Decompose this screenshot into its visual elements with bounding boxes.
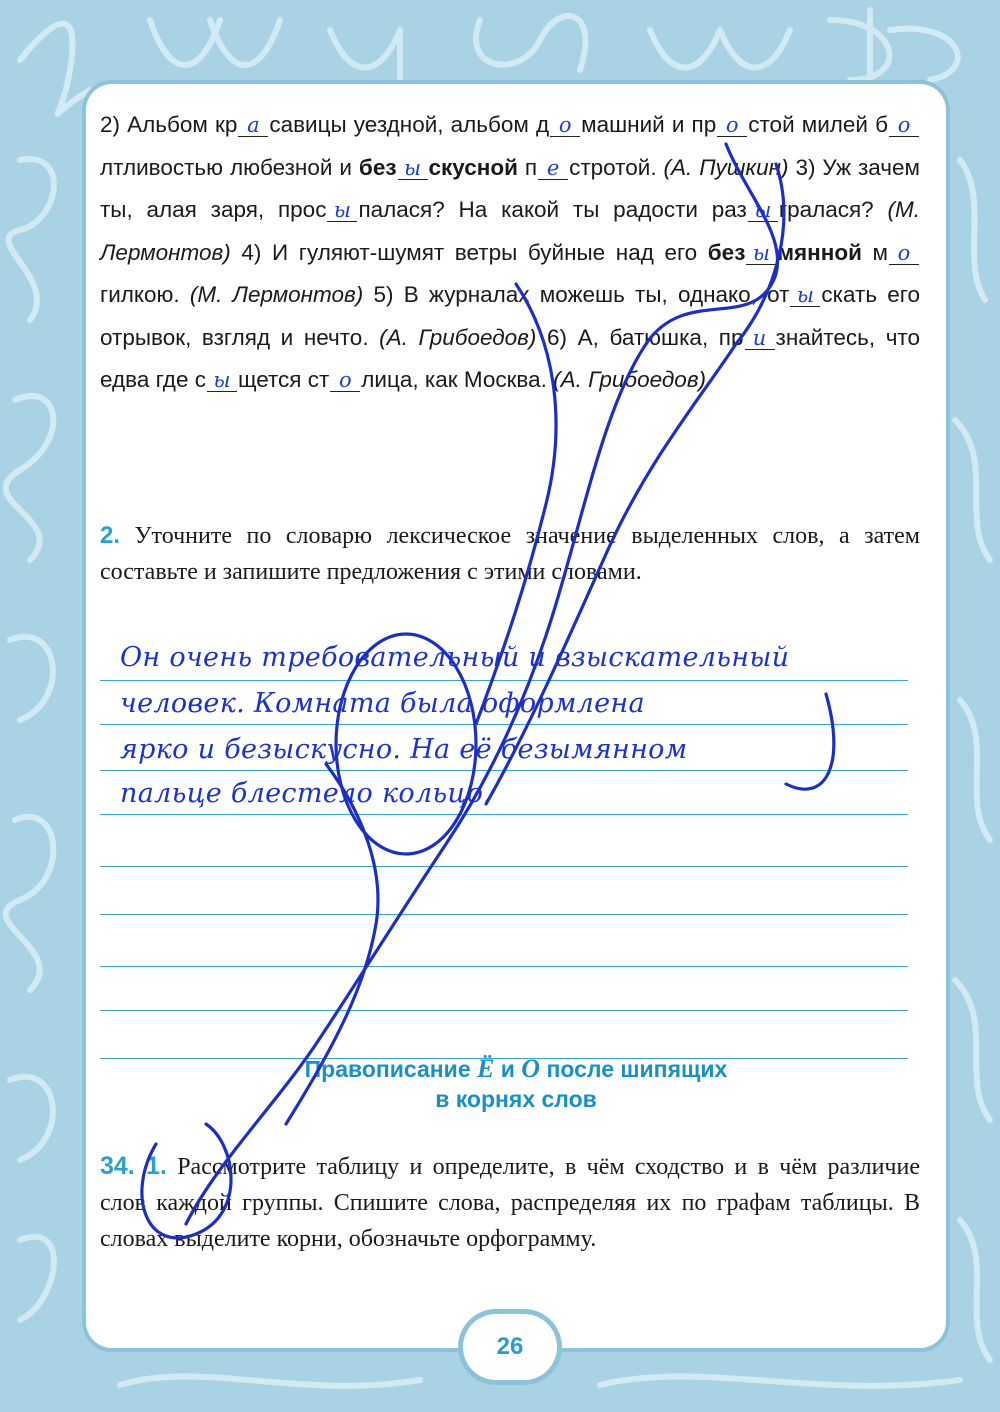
exercise-text-fragment: 5) В журналах [363, 282, 540, 307]
exercise-text-fragment: 6) А, батюшка, пр [536, 324, 744, 350]
exercise-text-fragment: знайтесь, что едва где [100, 324, 920, 392]
highlighted-word-part: без [707, 239, 746, 265]
exercise-text-fragment: гилкою. [100, 282, 190, 307]
filled-letter-gap: о [330, 369, 360, 392]
highlighted-word-part: без [358, 154, 397, 180]
filled-letter-gap: ы [746, 242, 776, 265]
task-2-instruction: Уточните по словарю лексическое значение выделенных слов, а затем составьте и запишите предложения с этими словами. [100, 523, 920, 585]
author-citation: (А. Пушкин) [663, 154, 789, 180]
writing-line [100, 1010, 908, 1011]
exercise-text-fragment: щется ст [237, 367, 330, 392]
writing-line [100, 770, 908, 771]
writing-line [100, 680, 908, 681]
writing-line [100, 966, 908, 967]
filled-letter-gap: о [550, 114, 580, 137]
filled-letter-gap: о [717, 114, 747, 137]
filled-letter-gap: ы [207, 369, 237, 392]
page-number: 26 [463, 1314, 557, 1380]
section-heading-letter: Ё [477, 1054, 495, 1083]
handwritten-answer-line: человек. Комната была оформлена [120, 688, 645, 719]
filled-letter-gap: ы [790, 284, 820, 307]
exercise-text-fragment: с [194, 367, 206, 392]
handwritten-answer-line: Он очень требовательный и взыскательный [120, 642, 790, 673]
exercise-text-fragment: м [861, 239, 888, 265]
task-2-number: 2. [100, 522, 121, 549]
exercise-text-fragment: лтливостью любезной и [100, 154, 359, 180]
exercise-text-fragment: можешь ты, однако, от [539, 282, 790, 307]
exercise-text-fragment: машний и [581, 112, 692, 137]
task-34-instruction: Рассмотрите таблицу и определите, в чём сходство и в чём различие слов каждой группы. Спишите слова, распределяя их по графам таблицы. В словах выделите корни, обозначьте орфограмму. [100, 1154, 920, 1252]
filled-letter-gap: ы [748, 199, 778, 222]
writing-line [100, 914, 908, 915]
task-34-subnumber: 1. [134, 1152, 167, 1180]
highlighted-word-part: мянной [777, 239, 862, 265]
author-citation: (М. Лермонтов) [189, 282, 364, 307]
section-heading-letter: О [521, 1054, 541, 1083]
task-34-number: 34. [100, 1152, 135, 1180]
exercise-text-fragment: палася? На какой ты радости раз [358, 197, 747, 222]
filled-letter-gap: и [745, 327, 775, 350]
highlighted-word-part: скусной [428, 154, 525, 180]
filled-letter-gap: ы [398, 157, 428, 180]
exercise-text-fragment: стротой. [569, 154, 664, 180]
task-34 [100, 1148, 920, 1257]
filled-letter-gap: о [889, 242, 919, 265]
author-citation: (М. Лермонтов) [100, 197, 920, 265]
handwritten-answer-line: ярко и безыскусно. На её безымянном [120, 734, 688, 765]
section-heading-text: Правописание [304, 1056, 478, 1082]
section-heading-text: после шипящих [540, 1056, 728, 1082]
author-citation: (А. Грибоедов) [553, 367, 707, 392]
exercise-text-fragment: пр [691, 112, 717, 137]
section-heading [86, 1054, 946, 1114]
exercise-text-fragment: прос [277, 197, 327, 222]
filled-letter-gap: о [889, 114, 919, 137]
workbook-page [86, 84, 946, 1348]
exercise-text-fragment: п [524, 154, 538, 180]
exercise-text-fragment: лица, как Москва. [361, 367, 554, 392]
filled-letter-gap: а [238, 114, 268, 137]
exercise-text-fragment: 2) Альбом кр [100, 112, 238, 137]
writing-line [100, 814, 908, 815]
exercise-text-fragment: скать его отрывок, взгляд и нечто. [100, 282, 920, 350]
exercise-1-text [100, 104, 920, 402]
section-heading-text: и [494, 1056, 522, 1082]
exercise-text-fragment: стой милей б [748, 112, 889, 137]
filled-letter-gap: ы [327, 199, 357, 222]
author-citation: (А. Грибоедов) [379, 324, 537, 350]
exercise-text-fragment: 3) Уж зачем ты, алая заря, [100, 154, 920, 222]
exercise-text-fragment: 4) И гуляют-шумят ветры буйные над его [230, 239, 708, 265]
task-2 [100, 518, 920, 590]
filled-letter-gap: е [538, 157, 568, 180]
exercise-text-fragment: савицы уездной, альбом д [269, 112, 550, 137]
exercise-text-fragment: гралася? [778, 197, 888, 222]
writing-line [100, 724, 908, 725]
section-heading-subtitle: в корнях слов [435, 1086, 597, 1112]
writing-line [100, 866, 908, 867]
handwritten-answer-line: пальце блестело кольцо. [120, 778, 493, 809]
